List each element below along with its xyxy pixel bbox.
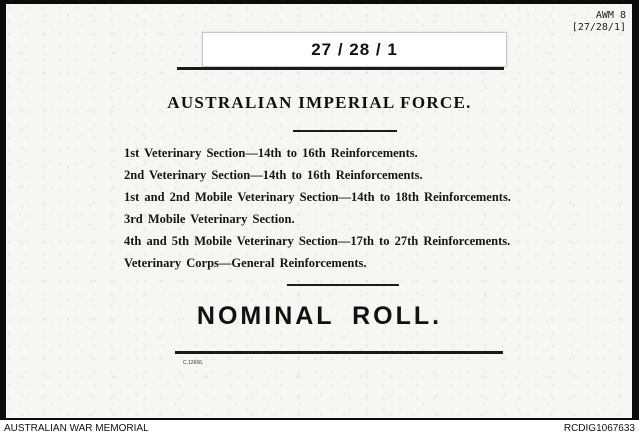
unit-line: 4th and 5th Mobile Veterinary Section—17th to 27th Reinforcements. bbox=[124, 234, 511, 248]
footer-institution: AUSTRALIAN WAR MEMORIAL bbox=[4, 422, 149, 434]
heading-divider bbox=[293, 130, 397, 132]
unit-line: 1st Veterinary Section—14th to 16th Reinforcements. bbox=[124, 146, 418, 160]
list-divider bbox=[287, 284, 399, 286]
annotation-line-2: [27/28/1] bbox=[571, 22, 626, 33]
unit-line: 2nd Veterinary Section—14th to 16th Reinforcements. bbox=[124, 168, 423, 182]
footer-record-id: RCDIG1067633 bbox=[563, 422, 635, 434]
annotation-line-1: AWM 8 bbox=[595, 10, 626, 21]
document-heading: AUSTRALIAN IMPERIAL FORCE. bbox=[167, 93, 472, 112]
unit-line: 1st and 2nd Mobile Veterinary Section—14th to 18th Reinforcements. bbox=[124, 190, 511, 204]
archive-footer bbox=[0, 420, 639, 436]
top-rule bbox=[177, 67, 504, 70]
unit-line: 3rd Mobile Veterinary Section. bbox=[124, 212, 295, 226]
reference-label-box bbox=[202, 32, 507, 67]
handwritten-annotation bbox=[572, 10, 626, 34]
nominal-roll-title: NOMINAL ROLL. bbox=[196, 302, 443, 330]
print-code: C.12666. bbox=[183, 360, 204, 366]
unit-line: Veterinary Corps—General Reinforcements. bbox=[124, 256, 367, 270]
bottom-rule bbox=[175, 351, 503, 354]
reference-number: 27 / 28 / 1 bbox=[311, 39, 398, 59]
unit-list bbox=[124, 142, 511, 274]
